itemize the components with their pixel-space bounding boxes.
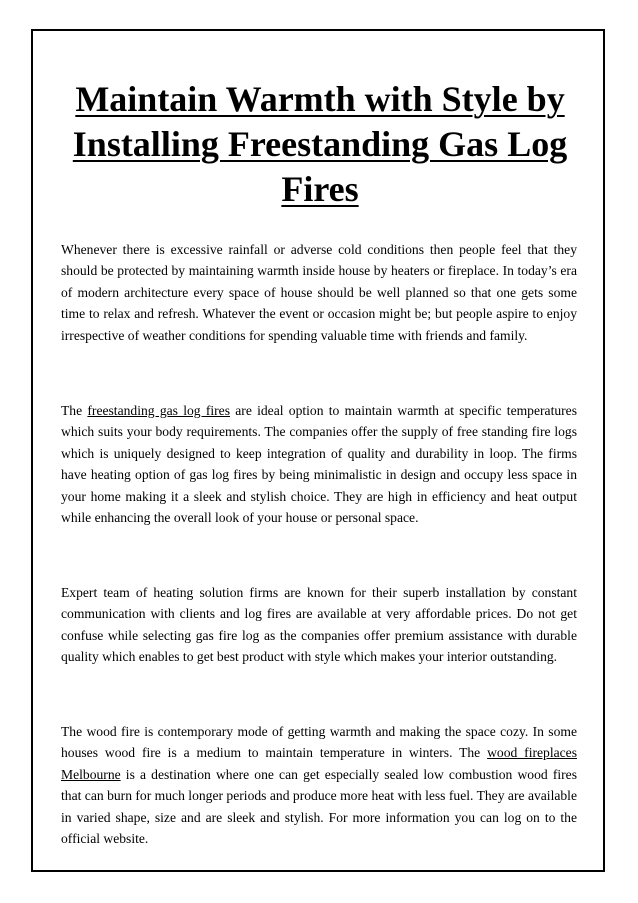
wood-fireplaces-melbourne-link[interactable]: wood fireplaces Melbourne (61, 745, 577, 782)
paragraph-4 (61, 721, 577, 849)
paragraph-4-text-start: The wood fire is contemporary mode of getting warmth and making the space cozy. In some houses wood fire is a medium to maintain temperature in winters. The (61, 724, 577, 761)
paragraph-2-text-end: are ideal option to maintain warmth at specific temperatures which suits your body requirements. The companies offer the supply of free standing fire logs which is uniquely designed to keep integration of quality and durability in loop. The firms have heating option of gas log fires by being minimalistic in design and occupy less space in your home making it a sleek and stylish choice. They are high in efficiency and heat output while enhancing the overall look of your house or personal space. (61, 403, 577, 526)
paragraph-3 (61, 582, 577, 668)
paragraph-2 (61, 400, 577, 528)
paragraph-3-text: Expert team of heating solution firms are known for their superb installation by constant communication with clients and log fires are available at very affordable prices. Do not get confuse while selecting gas fire log as the companies offer premium assistance with durable quality which enables to get best product with style which makes your interior outstanding. (61, 585, 577, 665)
paragraph-4-text-end: is a destination where one can get especially sealed low combustion wood fires that can burn for much longer periods and produce more heat with less fuel. They are available in varied shape, size and are sleek and stylish. For more information you can log on to the official website. (61, 766, 577, 847)
paragraph-1-text: Whenever there is excessive rainfall or adverse cold conditions then people feel that they should be protected by maintaining warmth inside house by heaters or fireplace. In today’s era of modern architecture every space of house should be well planned so that one gets some time to relax and refresh. Whatever the event or occasion might be; but people aspire to enjoy irrespective of weather conditions for spending valuable time with friends and family. (61, 242, 577, 343)
freestanding-gas-log-fires-link[interactable]: freestanding gas log fires (87, 403, 230, 418)
paragraph-1 (61, 239, 577, 346)
paragraph-2-text-start: The (61, 403, 88, 418)
document-title: Maintain Warmth with Style by Installing Freestanding Gas Log Fires (72, 79, 568, 209)
